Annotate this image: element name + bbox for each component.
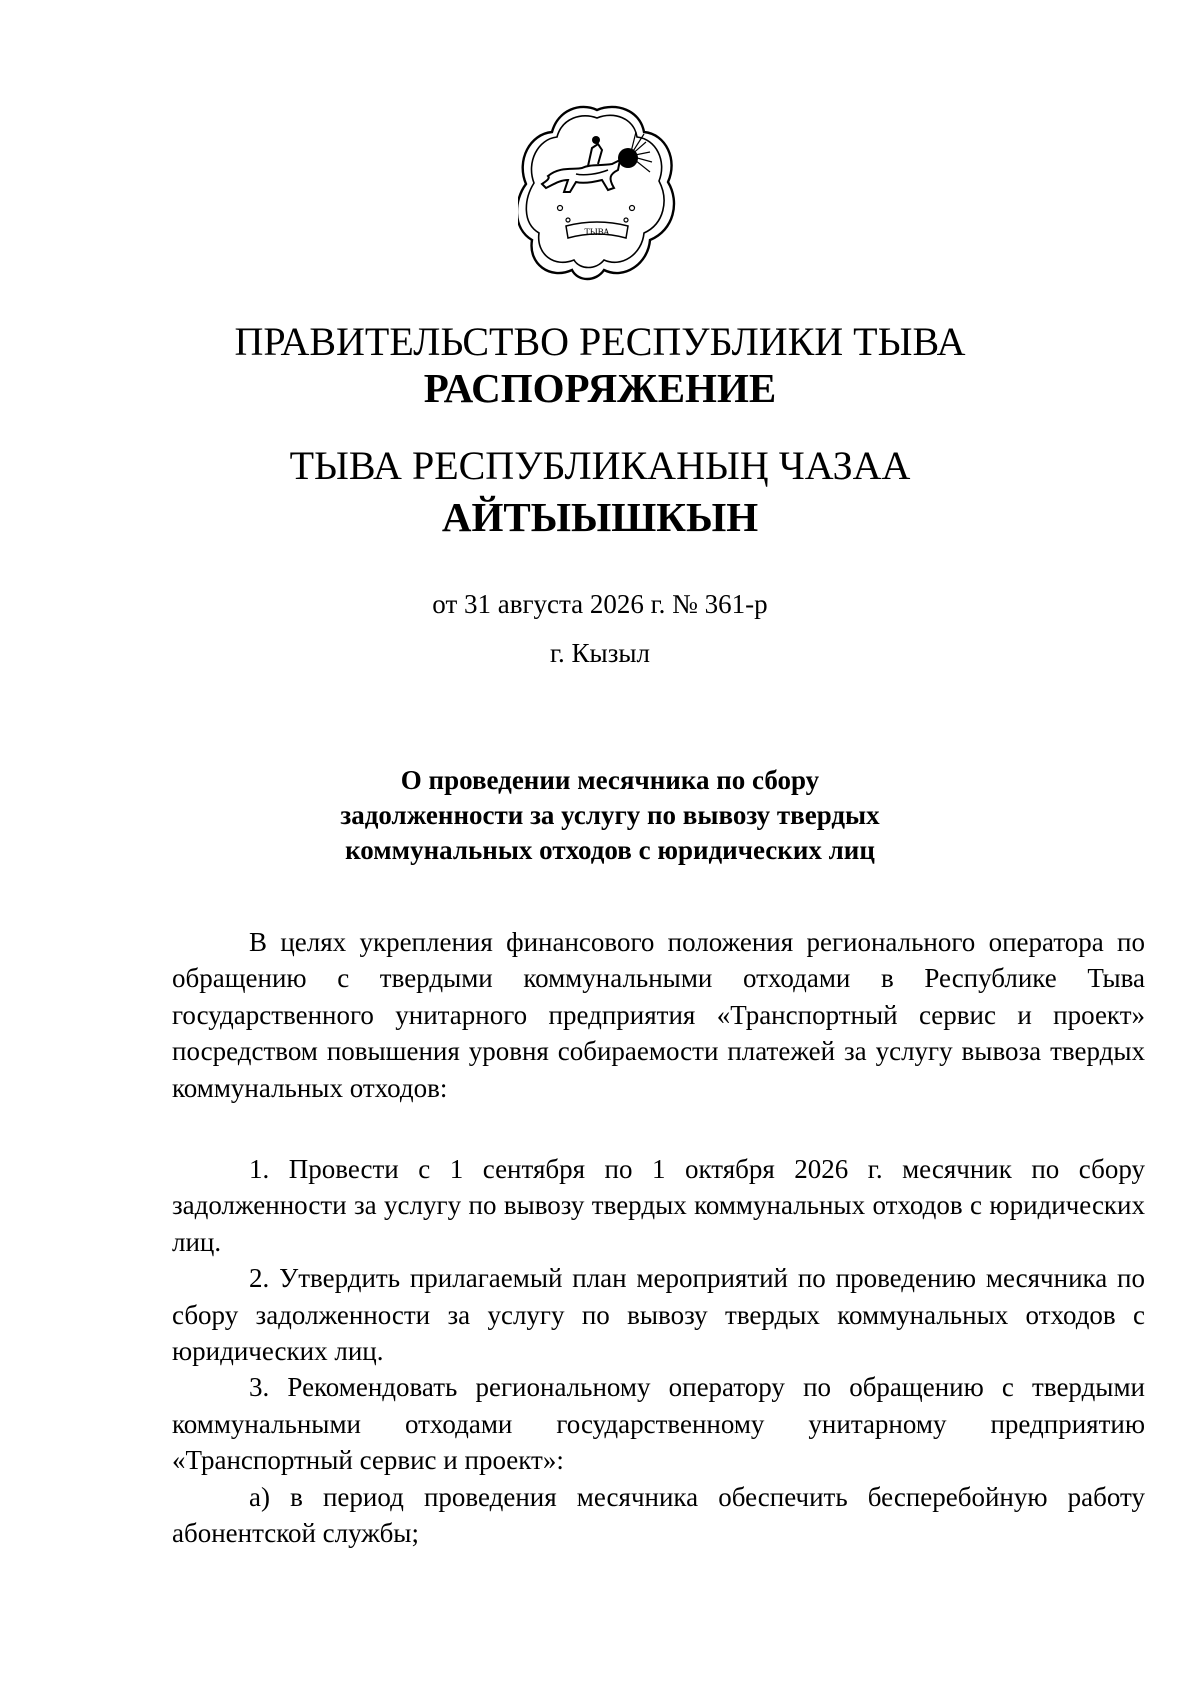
tyva-emblem-seal xyxy=(518,104,676,282)
document-title xyxy=(340,763,880,868)
resolution-items xyxy=(172,1151,1145,1551)
item-2: 2. Утвердить прилагаемый план мероприятий по проведению месячника по сбору задолженности за услугу по вывозу твердых коммунальных отходов с юридических лиц. xyxy=(172,1263,1145,1367)
emblem-ribbon-text: ТЫВА xyxy=(584,227,610,237)
document-type-russian: РАСПОРЯЖЕНИЕ xyxy=(423,365,777,411)
emblem-icon xyxy=(518,104,676,282)
item-3: 3. Рекомендовать региональному оператору по обращению с твердыми коммунальными отходами государственному унитарному предприятию «Транспортный сервис и проект»: xyxy=(172,1372,1145,1476)
preamble xyxy=(172,924,1145,1106)
title-line-1: О проведении месячника по сбору xyxy=(400,765,820,795)
item-3a: а) в период проведения месячника обеспечить бесперебойную работу абонентской службы; xyxy=(172,1481,1145,1549)
document-dateline: от 31 августа 2026 г. № 361-р xyxy=(432,589,768,619)
document-city: г. Кызыл xyxy=(550,638,650,668)
preamble-paragraph: В целях укрепления финансового положения регионального оператора по обращению с твердыми коммунальными отходами в Республике Тыва государственного унитарного предприятия «Транспортный сервис и проект» посредством повышения уровня собираемости платежей за услугу вывоза твердых коммунальных отходов: xyxy=(172,927,1145,1103)
title-line-2: задолженности за услугу по вывозу твердых xyxy=(340,800,880,830)
government-name-russian: ПРАВИТЕЛЬСТВО РЕСПУБЛИКИ ТЫВА xyxy=(234,319,966,364)
title-line-3: коммунальных отходов с юридических лиц xyxy=(345,835,875,865)
item-1: 1. Провести с 1 сентября по 1 октября 2026 г. месячник по сбору задолженности за услугу по вывозу твердых коммунальных отходов с юридических лиц. xyxy=(172,1154,1145,1257)
government-name-tuvan: ТЫВА РЕСПУБЛИКАНЫҢ ЧАЗАА xyxy=(289,443,911,488)
document-type-tuvan: АЙТЫЫШКЫН xyxy=(441,494,759,540)
